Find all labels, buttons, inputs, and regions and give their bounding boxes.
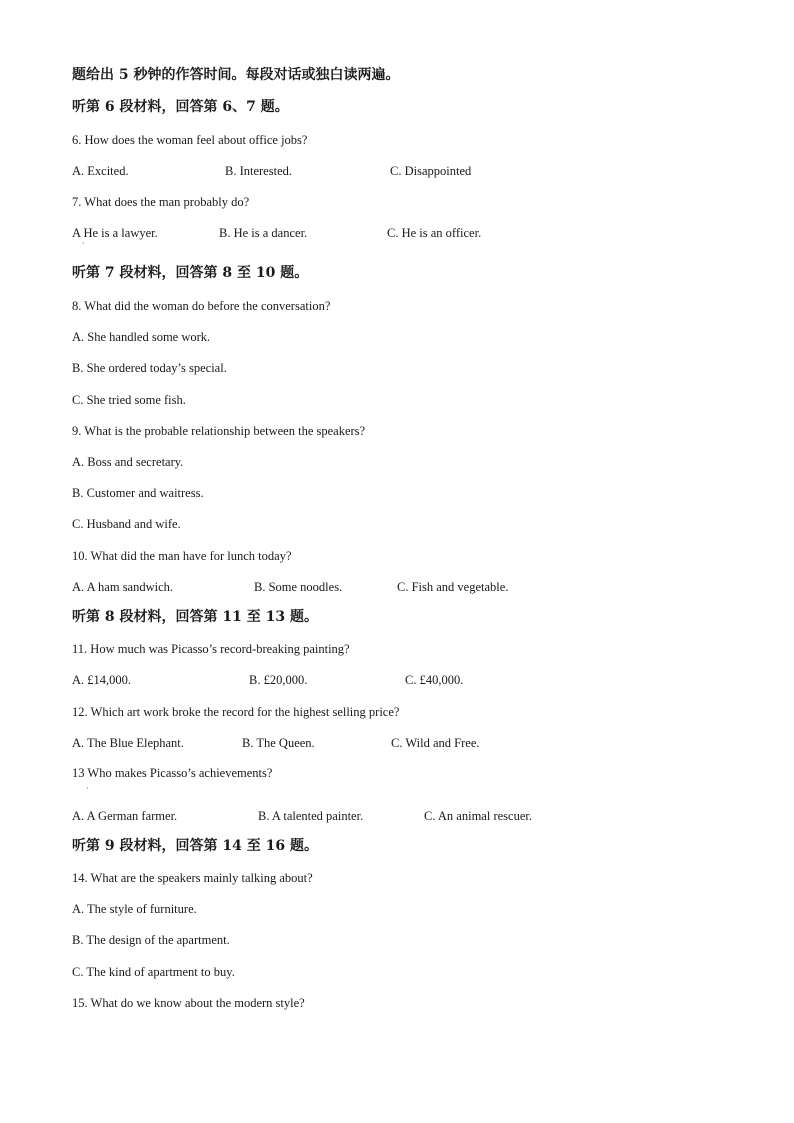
option-6b: B. Interested.: [225, 164, 292, 178]
question-10: 10. What did the man have for lunch today?: [72, 549, 292, 563]
option-7b: B. He is a dancer.: [219, 226, 308, 240]
question-7: 7. What does the man probably do?: [72, 195, 250, 209]
option-11c: C. £40,000.: [405, 673, 464, 687]
question-11: 11. How much was Picasso’s record-breaking painting?: [72, 642, 350, 656]
intro-text: 题给出 5 秒钟的作答时间。每段对话或独白读两遍。: [72, 67, 400, 83]
option-10b: B. Some noodles.: [254, 580, 343, 594]
option-6c: C. Disappointed: [390, 164, 472, 178]
question-14: 14. What are the speakers mainly talking about?: [72, 871, 313, 885]
option-10a: A. A ham sandwich.: [72, 580, 174, 594]
option-9c: C. Husband and wife.: [72, 517, 181, 531]
section-heading-9: 听第 9 段材料，回答第 14 至 16 题。: [72, 838, 318, 854]
question-12: 12. Which art work broke the record for the highest selling price?: [72, 705, 400, 719]
question-15: 15. What do we know about the modern style?: [72, 996, 305, 1010]
option-14c: C. The kind of apartment to buy.: [72, 965, 235, 979]
option-14b: B. The design of the apartment.: [72, 933, 230, 947]
section-heading-7: 听第 7 段材料，回答第 8 至 10 题。: [72, 265, 309, 281]
stray-dot-mark: ·: [82, 239, 85, 248]
option-13c: C. An animal rescuer.: [424, 809, 532, 823]
stray-dot-mark: ·: [86, 784, 89, 793]
option-12a: A. The Blue Elephant.: [72, 736, 184, 750]
option-13b: B. A talented painter.: [258, 809, 364, 823]
section-heading-8: 听第 8 段材料，回答第 11 至 13 题。: [72, 609, 318, 625]
option-12c: C. Wild and Free.: [391, 736, 480, 750]
question-6: 6. How does the woman feel about office jobs?: [72, 133, 308, 147]
option-12b: B. The Queen.: [242, 736, 315, 750]
option-9b: B. Customer and waitress.: [72, 486, 204, 500]
option-9a: A. Boss and secretary.: [72, 455, 184, 469]
option-6a: A. Excited.: [72, 164, 129, 178]
question-8: 8. What did the woman do before the conversation?: [72, 299, 331, 313]
option-14a: A. The style of furniture.: [72, 902, 197, 916]
option-7a: A He is a lawyer.: [72, 226, 158, 240]
option-11b: B. £20,000.: [249, 673, 308, 687]
question-9: 9. What is the probable relationship between the speakers?: [72, 424, 366, 438]
option-13a: A. A German farmer.: [72, 809, 178, 823]
question-13: 13 Who makes Picasso’s achievements?: [72, 766, 273, 780]
option-7c: C. He is an officer.: [387, 226, 482, 240]
option-10c: C. Fish and vegetable.: [397, 580, 509, 594]
option-11a: A. £14,000.: [72, 673, 132, 687]
option-8a: A. She handled some work.: [72, 330, 211, 344]
section-heading-6: 听第 6 段材料，回答第 6、7 题。: [72, 99, 289, 115]
option-8b: B. She ordered today’s special.: [72, 361, 227, 375]
option-8c: C. She tried some fish.: [72, 393, 186, 407]
